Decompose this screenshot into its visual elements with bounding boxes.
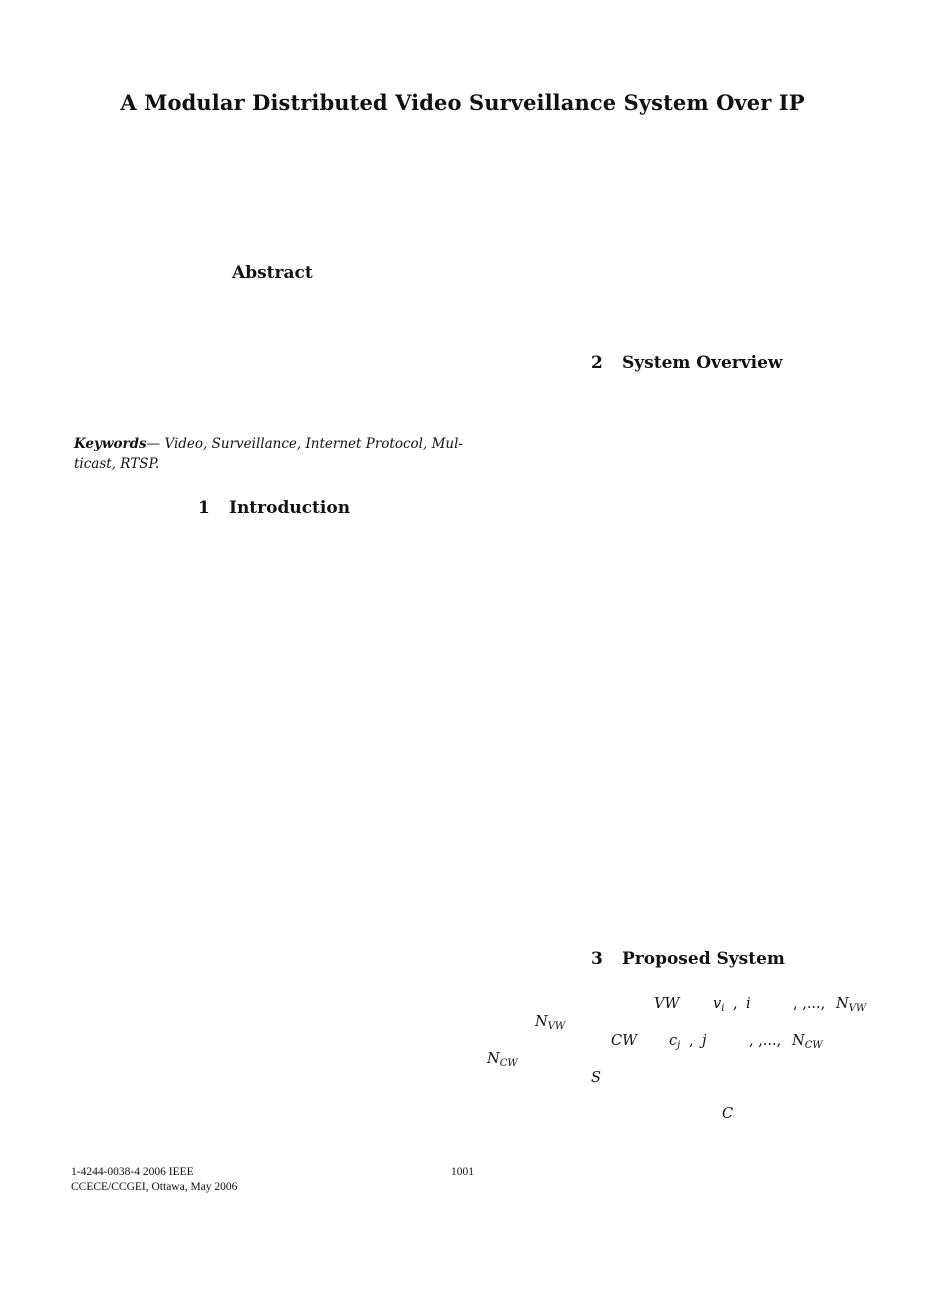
section-number: 3 [591,949,603,969]
math-vw: VW [654,996,680,1012]
math-subscript: CW [804,1040,823,1051]
math-subscript: CW [499,1058,518,1069]
math-symbol: c [669,1033,678,1049]
footer-copyright [71,1165,237,1195]
section-heading-introduction [198,498,350,518]
footer-isbn: 1-4244-0038-4 2006 IEEE [71,1166,194,1178]
section-number: 2 [591,353,603,373]
math-range-tail-2: , ,..., [749,1033,782,1049]
math-subscript: VW [547,1021,566,1032]
math-symbol: v [713,996,722,1012]
keywords-line-1: Video, Surveillance, Internet Protocol, Mul- [164,436,463,452]
math-comma-2: , [689,1033,694,1049]
math-subscript: i [721,1003,725,1014]
keywords-label: Keywords [74,436,147,452]
section-title: Proposed System [622,949,785,969]
section-heading-system-overview [591,353,783,373]
page-number: 1001 [451,1166,474,1178]
section-title: Introduction [229,498,351,518]
math-subscript: j [677,1040,681,1051]
keywords-separator: — [146,436,161,452]
math-symbol: N [487,1051,500,1067]
math-c: C [722,1106,734,1122]
math-n-cw [792,1033,823,1051]
math-c-j [669,1033,680,1051]
math-symbol: N [792,1033,805,1049]
math-symbol: N [535,1014,548,1030]
math-n-cw-2 [487,1051,518,1069]
footer-conference: CCECE/CCGEI, Ottawa, May 2006 [71,1181,238,1193]
section-heading-proposed-system [591,949,785,969]
section-title: System Overview [622,353,783,373]
math-i: i [746,996,751,1012]
math-range-tail: , ,..., [793,996,826,1012]
math-cw: CW [611,1033,637,1049]
math-subscript: VW [848,1003,867,1014]
abstract-heading: Abstract [232,263,313,283]
math-j: j [702,1033,707,1049]
math-s: S [591,1070,601,1086]
keywords-line-2: ticast, RTSP. [74,456,160,472]
math-v-i [713,996,724,1014]
keywords-block [74,434,474,474]
math-symbol: N [836,996,849,1012]
paper-title: A Modular Distributed Video Surveillance System Over IP [120,90,805,115]
math-comma: , [733,996,738,1012]
math-n-vw-2 [535,1014,565,1032]
math-n-vw [836,996,866,1014]
section-number: 1 [198,498,210,518]
